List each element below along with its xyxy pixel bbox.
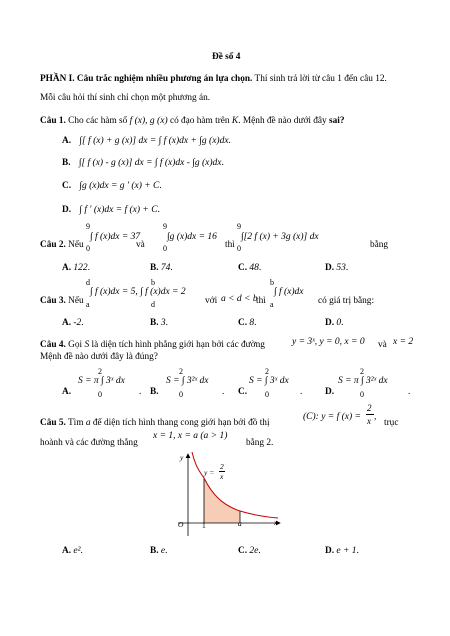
q2-upper-3: 9 <box>237 222 241 231</box>
q4-text-4: Mệnh đề nào dưới đây là đúng? <box>40 352 158 362</box>
q5-graph <box>168 450 286 538</box>
graph-y-label: y <box>180 453 184 462</box>
q5-text-2: để diện tích hình thang cong giới hạn bởi đồ thị <box>92 418 270 428</box>
q3-text-1: Nếu <box>68 296 84 306</box>
q5-c-label: C. <box>238 546 248 556</box>
q4-curves: y = 3ˣ, y = 0, x = 0 <box>292 337 365 347</box>
q4-stem <box>40 340 265 350</box>
q1-b-label: B. <box>62 158 71 168</box>
graph-curve-label: y = <box>204 468 215 477</box>
q5-a: a <box>85 418 91 428</box>
shaded-area <box>204 478 240 523</box>
q1-c-dot: . <box>159 181 162 191</box>
q1-option-c <box>62 181 162 191</box>
q5-curve: (C): y = f (x) = <box>303 412 361 422</box>
q2-option-a: A. 122. <box>62 263 90 273</box>
q3-option-d: D. 0. <box>325 318 344 328</box>
q3-d-label: D. <box>325 318 335 328</box>
q1-text-1: Cho các hàm số <box>68 116 128 126</box>
q5-text-5: bằng 2. <box>246 438 274 448</box>
q2-text-1: Nếu <box>68 240 84 250</box>
q3-d-value: 0 <box>336 318 342 328</box>
q4-d-label: D. <box>325 387 335 397</box>
q3-text-2: với <box>205 296 218 306</box>
q5-label: Câu 5. <box>40 418 66 428</box>
q3-b-value: 3 <box>160 318 166 328</box>
q5-option-b: B. e. <box>150 546 168 556</box>
q4-c-upper: 2 <box>265 367 269 376</box>
q4-c-lower: 0 <box>265 390 269 399</box>
q4-d-lower: 0 <box>360 390 364 399</box>
q5-frac-bar <box>366 414 374 415</box>
part-heading: PHẦN I. Câu trắc nghiệm nhiều phương án lựa chọn. <box>40 74 253 84</box>
q2-text-4: bằng <box>370 240 389 250</box>
q1-b-expr: ∫[ f (x) - g (x)] dx = ∫ f (x)dx - ∫g (x)dx <box>78 158 222 168</box>
q4-d-expr: S = π ∫ 3²ˣ dx <box>338 376 388 386</box>
q1-a-dot: . <box>228 136 231 146</box>
q1-c-expr: ∫g (x)dx = g ′ (x) + C <box>79 181 160 191</box>
q3-option-b: B. 3. <box>150 318 168 328</box>
q3-text-4: có giá trị bằng: <box>318 296 375 306</box>
q1-d-expr: ∫ f ′ (x)dx = f (x) + C <box>79 205 158 215</box>
q2-lower-1: 0 <box>86 244 90 253</box>
q5-option-a: A. e². <box>62 546 83 556</box>
q5-option-d: D. e + 1. <box>325 546 359 556</box>
q5-d-value: e + 1 <box>336 546 357 556</box>
q2-expr-2: ∫g (x)dx = 16 <box>167 232 217 242</box>
q3-expr-2: ∫ f (x)dx <box>274 287 304 297</box>
q1-option-b <box>62 158 224 168</box>
q4-a-expr: S = π ∫ 3ˣ dx <box>78 376 125 386</box>
q5-b-label: B. <box>150 546 159 556</box>
q3-label: Câu 3. <box>40 296 66 306</box>
q5-text-3: trục <box>384 418 399 428</box>
q1-qmark: ? <box>339 116 345 126</box>
q4-text-3: và <box>378 340 387 350</box>
q2-d-value: 53 <box>336 263 346 273</box>
part-heading-line <box>40 74 387 84</box>
q3-option-c: C. 8. <box>238 318 257 328</box>
q5-text-1: Tìm <box>68 418 84 428</box>
q1-K: K <box>231 116 239 126</box>
q4-x2: x = 2 <box>393 337 414 347</box>
q2-c-value: 48 <box>249 263 259 273</box>
q4-b-upper: 2 <box>179 367 183 376</box>
q4-label: Câu 4. <box>40 340 66 350</box>
q4-b-label: B. <box>150 387 159 397</box>
part-instruction: Thí sinh trả lời từ câu 1 đến câu 12. <box>252 74 387 84</box>
q5-c-value: 2e <box>249 546 259 556</box>
q3-a-value: -2 <box>73 318 82 328</box>
q2-label: Câu 2. <box>40 240 66 250</box>
q2-lower-3: 0 <box>237 244 241 253</box>
q2-a-label: A. <box>62 263 72 273</box>
q1-sai: sai <box>329 116 340 126</box>
q3-upper-1: d <box>86 278 90 287</box>
q2-label-line <box>40 240 84 250</box>
q3-lower-3: a <box>270 300 274 309</box>
q1-functions: f (x), g (x) <box>129 116 168 126</box>
q2-upper-2: 9 <box>163 222 167 231</box>
q2-option-d: D. 53. <box>325 263 349 273</box>
q5-lines: x = 1, x = a (a > 1) <box>153 431 228 441</box>
q2-lower-2: 0 <box>163 244 167 253</box>
q2-c-label: C. <box>238 263 248 273</box>
q5-option-c: C. 2e. <box>238 546 261 556</box>
q3-c-value: 8 <box>249 318 255 328</box>
q3-option-a: A. -2. <box>62 318 84 328</box>
q2-a-value: 122 <box>73 263 88 273</box>
q3-c-label: C. <box>238 318 248 328</box>
q1-option-a <box>62 136 231 146</box>
q2-d-label: D. <box>325 263 335 273</box>
q3-lower-1: a <box>86 300 90 309</box>
q1-a-expr: ∫[ f (x) + g (x)] dx = ∫ f (x)dx + ∫g (x)dx <box>79 136 229 146</box>
graph-tick-1: 1 <box>202 521 206 530</box>
q1-b-dot: . <box>221 158 224 168</box>
q4-S: S <box>84 340 90 350</box>
q2-expr-3: ∫[2 f (x) + 3g (x)] dx <box>241 232 319 242</box>
q2-text-3: thì <box>225 240 235 250</box>
q3-condition: a < d < b <box>221 294 258 304</box>
q3-upper-2: b <box>151 278 155 287</box>
q1-option-d <box>62 205 160 215</box>
q2-option-b: B. 74. <box>150 263 173 273</box>
graph-tick-a: a <box>238 519 242 528</box>
q4-c-label: C. <box>238 387 248 397</box>
q4-d-upper: 2 <box>360 367 364 376</box>
graph-frac-den: x <box>220 472 224 481</box>
q3-b-label: B. <box>150 318 159 328</box>
q3-a-label: A. <box>62 318 72 328</box>
q1-a-label: A. <box>62 136 72 146</box>
q5-a-label: A. <box>62 546 72 556</box>
q3-label-line <box>40 296 84 306</box>
graph-frac-num: 2 <box>220 462 224 471</box>
q3-upper-3: b <box>270 278 274 287</box>
part-instruction-2: Mỗi câu hỏi thí sinh chỉ chọn một phương án. <box>40 93 211 103</box>
q1-label: Câu 1. <box>40 116 66 126</box>
graph-origin: O <box>178 520 184 529</box>
q4-a-label: A. <box>62 387 72 397</box>
q1-text-3: . Mệnh đề nào dưới đây <box>238 116 327 126</box>
q4-a-lower: 0 <box>98 390 102 399</box>
q4-text-2: là diện tích hình phẳng giới hạn bởi các đường <box>91 340 265 350</box>
q2-b-value: 74 <box>160 263 171 273</box>
page-title: Đề số 4 <box>212 52 241 62</box>
q5-text-4: hoành và các đường thẳng <box>40 438 138 448</box>
q1-c-label: C. <box>62 181 72 191</box>
q1-d-label: D. <box>62 205 72 215</box>
q2-expr-1: ∫ f (x)dx = 37 <box>90 232 141 242</box>
q4-c-expr: S = ∫ 3ˣ dx <box>249 376 289 386</box>
q5-d-label: D. <box>325 546 335 556</box>
graph-x-label: x <box>274 518 278 527</box>
q2-b-label: B. <box>150 263 159 273</box>
q5-a-value: e² <box>73 546 81 556</box>
q1-stem <box>40 116 345 126</box>
q3-lower-2: d <box>151 300 155 309</box>
q4-b-expr: S = ∫ 3²ˣ dx <box>166 376 209 386</box>
q5-frac-den: x <box>367 416 371 426</box>
q3-expr-1: ∫ f (x)dx = 5, ∫ f (x)dx = 2 <box>90 287 186 297</box>
q2-text-2: và <box>136 240 145 250</box>
q5-b-value: e <box>160 546 166 556</box>
q5-stem <box>40 418 270 428</box>
q4-b-lower: 0 <box>179 390 183 399</box>
q3-text-3: thì <box>256 296 266 306</box>
q4-text-1: Gọi <box>68 340 83 350</box>
q1-d-dot: . <box>157 205 160 215</box>
q5-frac-num: 2 <box>367 403 372 413</box>
q4-a-upper: 2 <box>98 367 102 376</box>
q1-text-2: có đạo hàm trên <box>169 116 230 126</box>
q2-upper-1: 9 <box>86 222 90 231</box>
q2-option-c: C. 48. <box>238 263 262 273</box>
